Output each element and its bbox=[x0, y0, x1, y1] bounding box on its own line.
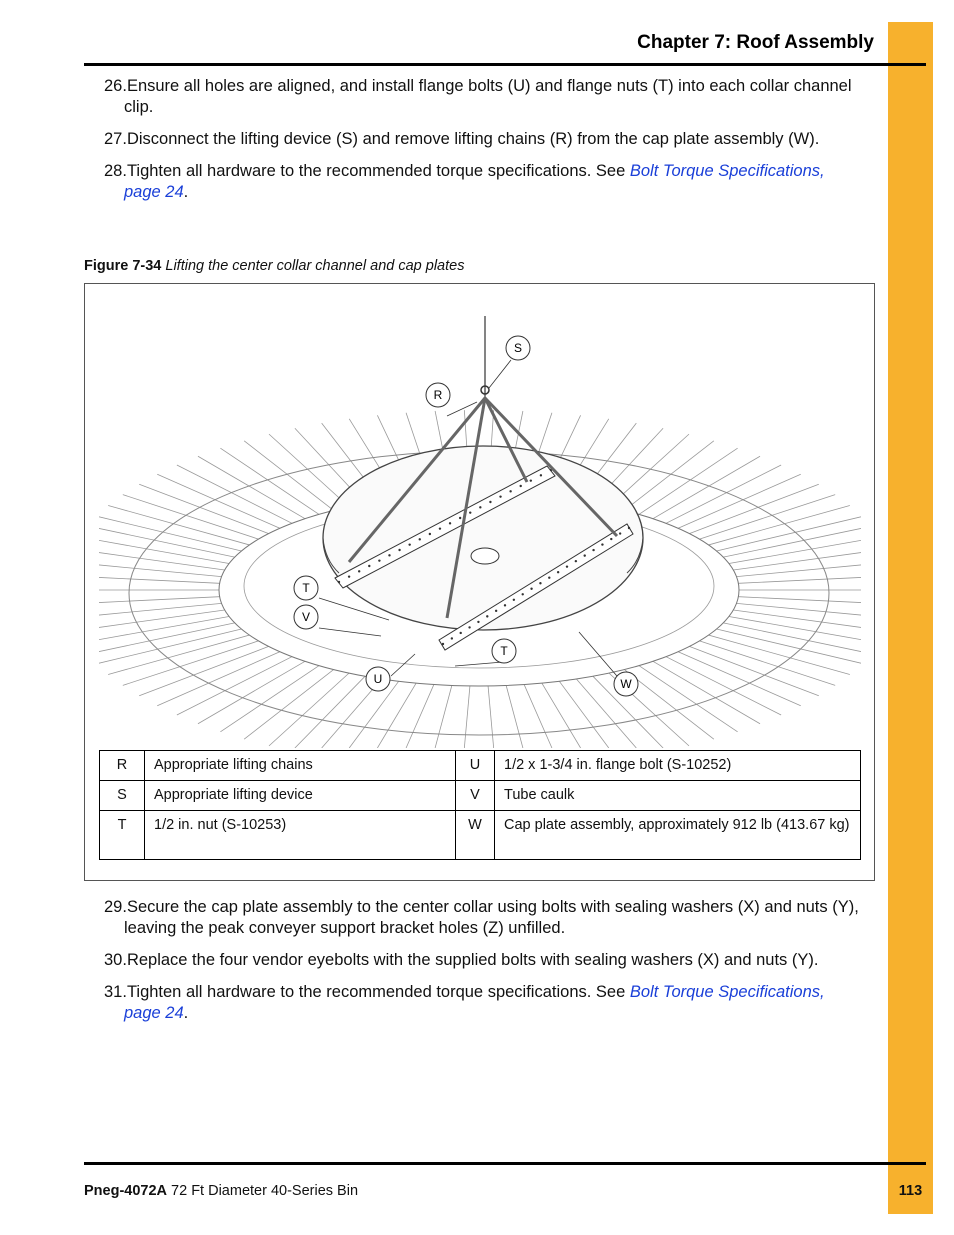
callout-u: U bbox=[373, 672, 383, 686]
bolt-torque-link[interactable]: Bolt Torque Specifications, bbox=[629, 162, 825, 180]
callout-t: T bbox=[302, 581, 310, 595]
step-28 bbox=[104, 161, 874, 203]
bolt-torque-link[interactable]: Bolt Torque Specifications, bbox=[629, 983, 825, 1001]
step-26 bbox=[104, 76, 874, 118]
step-text: Tighten all hardware to the recommended torque specifications. See bbox=[126, 983, 630, 1001]
legend-value: Tube caulk bbox=[495, 781, 861, 811]
legend-key: R bbox=[100, 751, 145, 781]
step-text-end: . bbox=[183, 183, 189, 201]
chapter-side-tab bbox=[888, 22, 933, 1214]
legend-row bbox=[100, 781, 861, 811]
step-text: Tighten all hardware to the recommended torque specifications. See bbox=[126, 162, 630, 180]
legend-key: W bbox=[456, 811, 495, 860]
step-number: 28. bbox=[104, 162, 127, 180]
doc-title: 72 Ft Diameter 40-Series Bin bbox=[167, 1183, 359, 1199]
step-text-continued: clip. bbox=[124, 98, 154, 116]
step-29 bbox=[104, 897, 874, 939]
lifting-illustration bbox=[99, 298, 861, 748]
callout-r: R bbox=[433, 388, 443, 402]
legend-value: 1/2 in. nut (S-10253) bbox=[145, 811, 456, 860]
page-24-link[interactable]: page 24 bbox=[124, 1004, 184, 1022]
callout-w: W bbox=[620, 677, 632, 691]
step-text-continued: leaving the peak conveyer support bracket holes (Z) unfilled. bbox=[124, 919, 566, 937]
step-number: 29. bbox=[104, 898, 127, 916]
legend-value: Cap plate assembly, approximately 912 lb (413.67 kg) bbox=[495, 811, 861, 860]
step-text: Replace the four vendor eyebolts with the supplied bolts with sealing washers (X) and nuts (Y). bbox=[126, 951, 819, 969]
step-number: 27. bbox=[104, 130, 127, 148]
legend-value: Appropriate lifting device bbox=[145, 781, 456, 811]
figure-caption bbox=[84, 258, 464, 274]
legend-value: 1/2 x 1-3/4 in. flange bolt (S-10252) bbox=[495, 751, 861, 781]
legend-key: S bbox=[100, 781, 145, 811]
legend-value: Appropriate lifting chains bbox=[145, 751, 456, 781]
header-rule bbox=[84, 63, 926, 66]
callout-v: V bbox=[301, 610, 311, 624]
step-text: Ensure all holes are aligned, and install flange bolts (U) and flange nuts (T) into each collar channel bbox=[126, 77, 852, 95]
figure-label: Figure 7-34 bbox=[84, 258, 162, 274]
callout-t-2: T bbox=[500, 644, 508, 658]
step-31 bbox=[104, 982, 874, 1024]
figure-caption-text: Lifting the center collar channel and cap plates bbox=[165, 258, 465, 274]
doc-id: Pneg-4072A bbox=[84, 1183, 168, 1199]
legend-key: T bbox=[100, 811, 145, 860]
step-number: 30. bbox=[104, 951, 127, 969]
legend-table bbox=[99, 750, 861, 860]
legend-key: U bbox=[456, 751, 495, 781]
page-24-link[interactable]: page 24 bbox=[124, 183, 184, 201]
step-number: 31. bbox=[104, 983, 127, 1001]
legend-row bbox=[100, 811, 861, 860]
chapter-title: Chapter 7: Roof Assembly bbox=[637, 32, 874, 53]
figure-box bbox=[84, 283, 875, 881]
step-text: Disconnect the lifting device (S) and remove lifting chains (R) from the cap plate assembly (W). bbox=[126, 130, 820, 148]
step-number: 26. bbox=[104, 77, 127, 95]
legend-row bbox=[100, 751, 861, 781]
step-text: Secure the cap plate assembly to the center collar using bolts with sealing washers (X) and nuts (Y), bbox=[126, 898, 859, 916]
step-27 bbox=[104, 129, 874, 150]
page-number: 113 bbox=[898, 1183, 923, 1199]
legend-key: V bbox=[456, 781, 495, 811]
footer-doc bbox=[84, 1183, 358, 1199]
step-text-end: . bbox=[183, 1004, 189, 1022]
step-30 bbox=[104, 950, 874, 971]
callout-s: S bbox=[513, 341, 523, 355]
footer-rule bbox=[84, 1162, 926, 1165]
